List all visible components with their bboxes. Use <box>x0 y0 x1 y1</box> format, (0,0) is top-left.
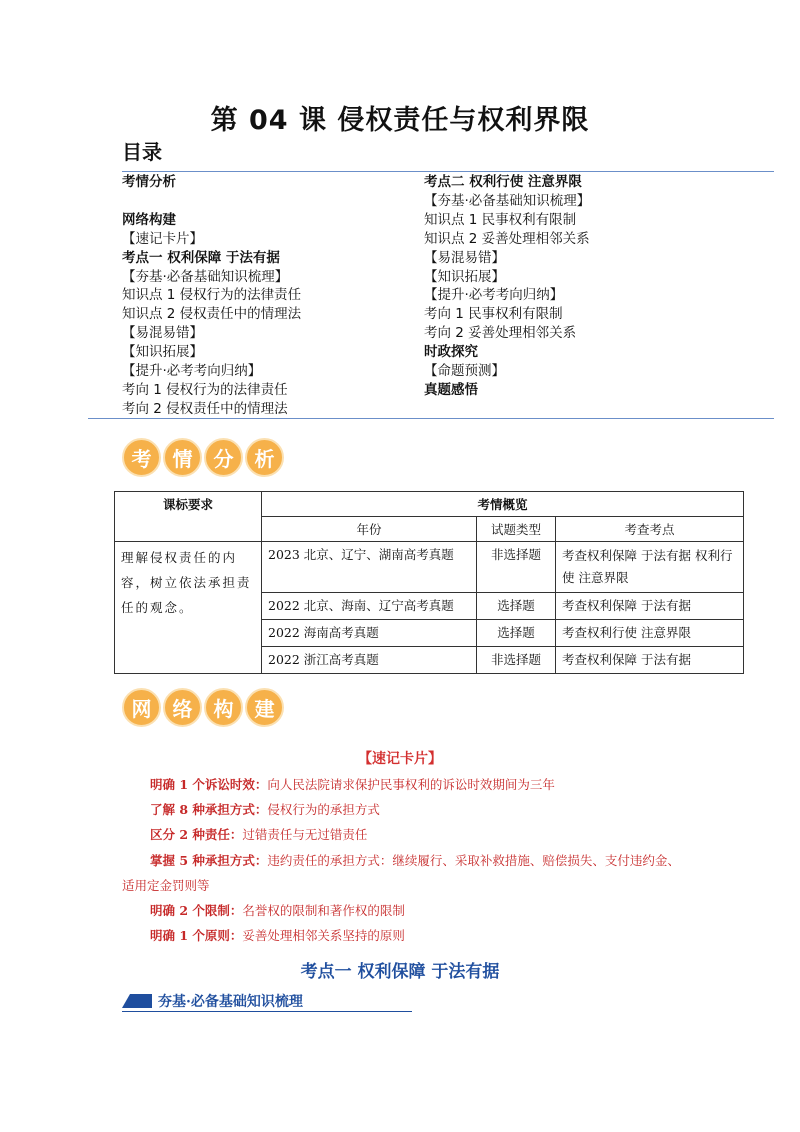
toc-link[interactable]: 【速记卡片】 <box>122 230 203 247</box>
year-cell: 2023 北京、辽宁、湖南高考真题 <box>262 542 477 593</box>
toc-link[interactable]: 知识点 1 民事权利有限制 <box>424 211 577 228</box>
item-label: 明确 1 个诉讼时效： <box>150 777 268 792</box>
banner-bar <box>130 994 152 1008</box>
header-requirement: 课标要求 <box>115 492 262 542</box>
point-cell: 考查权利保障 于法有据 <box>556 593 744 620</box>
toc-link[interactable]: 时政探究 <box>424 344 478 361</box>
item-text: 违约责任的承担方式：继续履行、采取补救措施、赔偿损失、支付违约金、适用定金罚则等 <box>122 852 680 893</box>
year-cell: 2022 海南高考真题 <box>262 620 477 647</box>
toc-link[interactable]: 知识点 1 侵权行为的法律责任 <box>122 287 302 304</box>
item-text: 过错责任与无过错责任 <box>242 827 368 843</box>
point-cell: 考查权利保障 于法有据 权利行使 注意界限 <box>556 542 744 593</box>
badge-char: 情 <box>163 438 202 477</box>
toc-spacer <box>122 192 301 211</box>
point-cell: 考查权利保障 于法有据 <box>556 647 744 674</box>
year-cell: 2022 浙江高考真题 <box>262 647 477 674</box>
list-item <box>122 772 682 797</box>
list-item <box>122 898 682 923</box>
toc-link[interactable]: 知识点 2 妥善处理相邻关系 <box>424 230 590 247</box>
toc-link[interactable]: 考向 1 民事权利有限制 <box>424 306 563 323</box>
toc-top-divider <box>122 171 774 172</box>
list-item <box>122 822 682 847</box>
toc-link[interactable]: 【提升·必考考向归纳】 <box>122 363 262 380</box>
item-label: 掌握 5 种承担方式： <box>150 852 268 868</box>
list-item <box>122 797 682 822</box>
toc-link[interactable]: 考向 2 侵权责任中的情理法 <box>122 400 288 417</box>
header-year: 年份 <box>262 517 477 542</box>
badge-char: 考 <box>122 438 161 477</box>
section-banner <box>122 990 412 1012</box>
badge-char: 析 <box>245 438 284 477</box>
toc-link[interactable]: 知识点 2 侵权责任中的情理法 <box>122 306 302 323</box>
toc-link[interactable]: 【命题预测】 <box>424 363 505 380</box>
toc-link[interactable]: 【夯基·必备基础知识梳理】 <box>122 268 289 285</box>
toc-link[interactable]: 考点一 权利保障 于法有据 <box>122 249 280 266</box>
item-text: 侵权行为的承担方式 <box>267 802 380 818</box>
badge-char: 构 <box>204 688 243 727</box>
toc-label: 目录 <box>122 140 162 164</box>
toc-link[interactable]: 考向 2 妥善处理相邻关系 <box>424 325 577 342</box>
badge-char: 络 <box>163 688 202 727</box>
requirement-cell: 理解侵权责任的内容，树立依法承担责任的观念。 <box>115 542 262 674</box>
toc-right-column <box>424 173 590 400</box>
year-cell: 2022 北京、海南、辽宁高考真题 <box>262 593 477 620</box>
speed-card-title: 【速记卡片】 <box>358 751 442 767</box>
toc-link[interactable]: 【易混易错】 <box>424 249 505 266</box>
item-text: 妥善处理相邻关系坚持的原则 <box>242 928 405 944</box>
point-cell: 考查权利行使 注意界限 <box>556 620 744 647</box>
toc-link[interactable]: 【易混易错】 <box>122 325 203 342</box>
kaoqing-badge <box>122 438 284 477</box>
item-label: 区分 2 种责任： <box>150 827 243 843</box>
table-header-row <box>115 492 744 517</box>
item-label: 明确 2 个限制： <box>150 903 243 919</box>
header-type: 试题类型 <box>477 517 556 542</box>
type-cell: 选择题 <box>477 593 556 620</box>
toc-link[interactable]: 【提升·必考考向归纳】 <box>424 287 564 304</box>
list-item <box>122 923 682 948</box>
banner-marker <box>122 994 130 1008</box>
item-text: 名誉权的限制和著作权的限制 <box>242 903 405 919</box>
item-label: 了解 8 种承担方式： <box>150 802 268 818</box>
item-label: 明确 1 个原则： <box>150 928 243 944</box>
toc-bottom-divider <box>88 418 774 419</box>
page-title: 第 04 课 侵权责任与权利界限 <box>210 105 590 136</box>
toc-link[interactable]: 考向 1 侵权行为的法律责任 <box>122 381 288 398</box>
badge-char: 网 <box>122 688 161 727</box>
toc-link[interactable]: 考点二 权利行使 注意界限 <box>424 174 582 190</box>
badge-char: 建 <box>245 688 284 727</box>
item-text: 向人民法院请求保护民事权利的诉讼时效期间为三年 <box>267 777 555 792</box>
speed-card-list <box>122 772 682 948</box>
toc-link[interactable]: 【夯基·必备基础知识梳理】 <box>424 192 591 209</box>
header-point: 考查考点 <box>556 517 744 542</box>
section-heading: 考点一 权利保障 于法有据 <box>300 962 500 982</box>
table-row <box>115 542 744 593</box>
type-cell: 非选择题 <box>477 542 556 593</box>
exam-overview-table <box>114 491 744 674</box>
type-cell: 非选择题 <box>477 647 556 674</box>
list-item <box>122 848 682 898</box>
toc-link[interactable]: 网络构建 <box>122 211 176 228</box>
banner-text: 夯基·必备基础知识梳理 <box>158 994 303 1010</box>
toc-link[interactable]: 【知识拓展】 <box>424 268 505 285</box>
banner-underline <box>122 1011 412 1012</box>
wangluo-badge <box>122 688 284 727</box>
toc-left-column <box>122 173 301 419</box>
type-cell: 选择题 <box>477 620 556 647</box>
toc-link[interactable]: 真题感悟 <box>424 381 478 398</box>
badge-char: 分 <box>204 438 243 477</box>
header-overview: 考情概览 <box>262 492 744 517</box>
toc-link[interactable]: 【知识拓展】 <box>122 344 203 361</box>
toc-link[interactable]: 考情分析 <box>122 174 176 190</box>
